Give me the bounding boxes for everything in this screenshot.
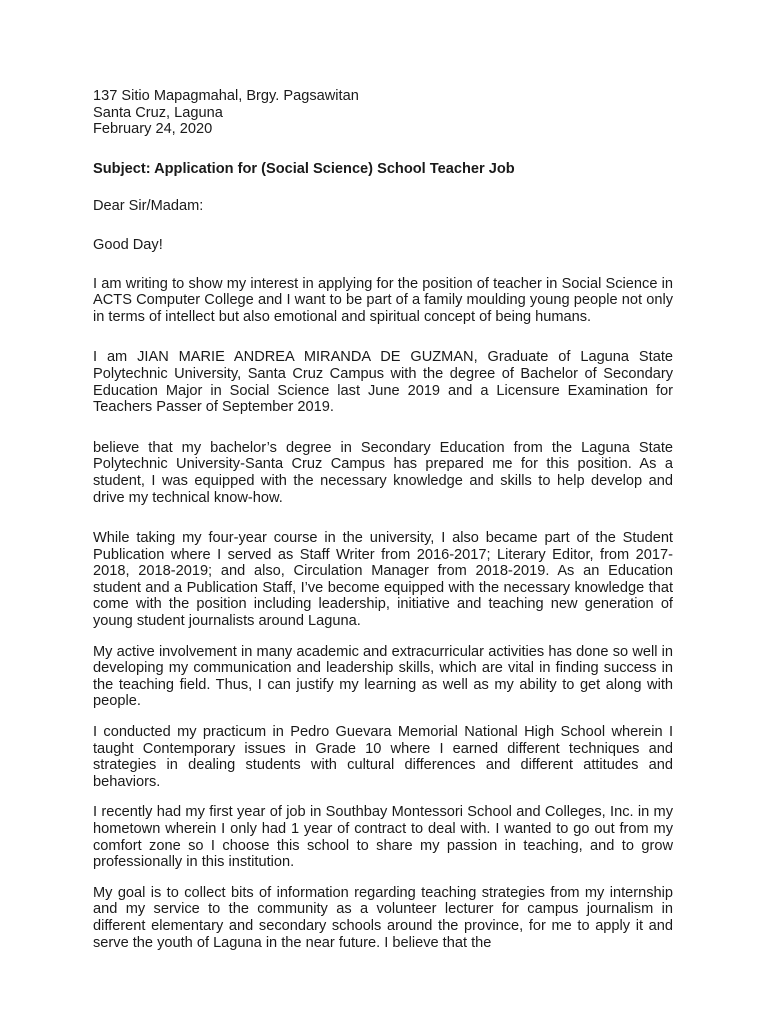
body-paragraph-goal: My goal is to collect bits of information regarding teaching strategies from my internship and my service to the community as a volunteer lecturer for campus journalism in different elementary and secondary schools around the province, for me to apply it and serve the youth of Laguna in the near future. I believe that the — [93, 884, 673, 951]
letter-content — [93, 88, 673, 951]
greeting: Good Day! — [93, 236, 163, 253]
letter-body — [93, 276, 673, 952]
sender-address-block — [93, 88, 673, 138]
salutation: Dear Sir/Madam: — [93, 198, 204, 215]
body-paragraph-introduction: I am JIAN MARIE ANDREA MIRANDA DE GUZMAN, Graduate of Laguna State Polytechnic University, Santa Cruz Campus with the degree of Bachelor of Secondary Education Major in Social Science last June 2019 and a Licensure Examination for Teachers Passer of September 2019. — [93, 349, 673, 416]
body-paragraph-degree: believe that my bachelor’s degree in Secondary Education from the Laguna State Polytechnic University-Santa Cruz Campus has prepared me for this position. As a student, I was equipped with the necessary knowledge and skills to help develop and drive my technical know-how. — [93, 439, 673, 506]
address-line-street: 137 Sitio Mapagmahal, Brgy. Pagsawitan — [93, 88, 359, 104]
body-paragraph-practicum: I conducted my practicum in Pedro Guevara Memorial National High School wherein I taught Contemporary issues in Grade 10 where I earned different techniques and strategies in dealing students with cultural differences and different attitudes and behaviors. — [93, 724, 673, 790]
body-paragraph-activities: My active involvement in many academic and extracurricular activities has done so well in developing my communication and leadership skills, which are vital in finding success in the teaching field. Thus, I can justify my learning as well as my ability to get along with people. — [93, 643, 673, 710]
address-line-city: Santa Cruz, Laguna — [93, 104, 223, 121]
letter-date: February 24, 2020 — [93, 121, 213, 138]
body-paragraph-experience: I recently had my first year of job in Southbay Montessori School and Colleges, Inc. in my hometown wherein I only had 1 year of contract to deal with. I wanted to go out from my comfort zone so I choose this school to share my passion in teaching, and to grow professionally in this institution. — [93, 804, 673, 871]
subject-line: Subject: Application for (Social Science) School Teacher Job — [93, 160, 515, 177]
body-paragraph-interest: I am writing to show my interest in applying for the position of teacher in Social Science in ACTS Computer College and I want to be part of a family moulding young people not only in terms of intellect but also emotional and spiritual concept of being humans. — [93, 275, 673, 325]
body-paragraph-publication: While taking my four-year course in the university, I also became part of the Student Publication where I served as Staff Writer from 2016-2017; Literary Editor, from 2017-2018, 2018-2019; and also, Circulation Manager from 2018-2019. As an Education student and a Publication Staff, I’ve become equipped with the necessary knowledge that come with the position including leadership, initiative and teaching new generation of young student journalists around Laguna. — [93, 530, 673, 630]
